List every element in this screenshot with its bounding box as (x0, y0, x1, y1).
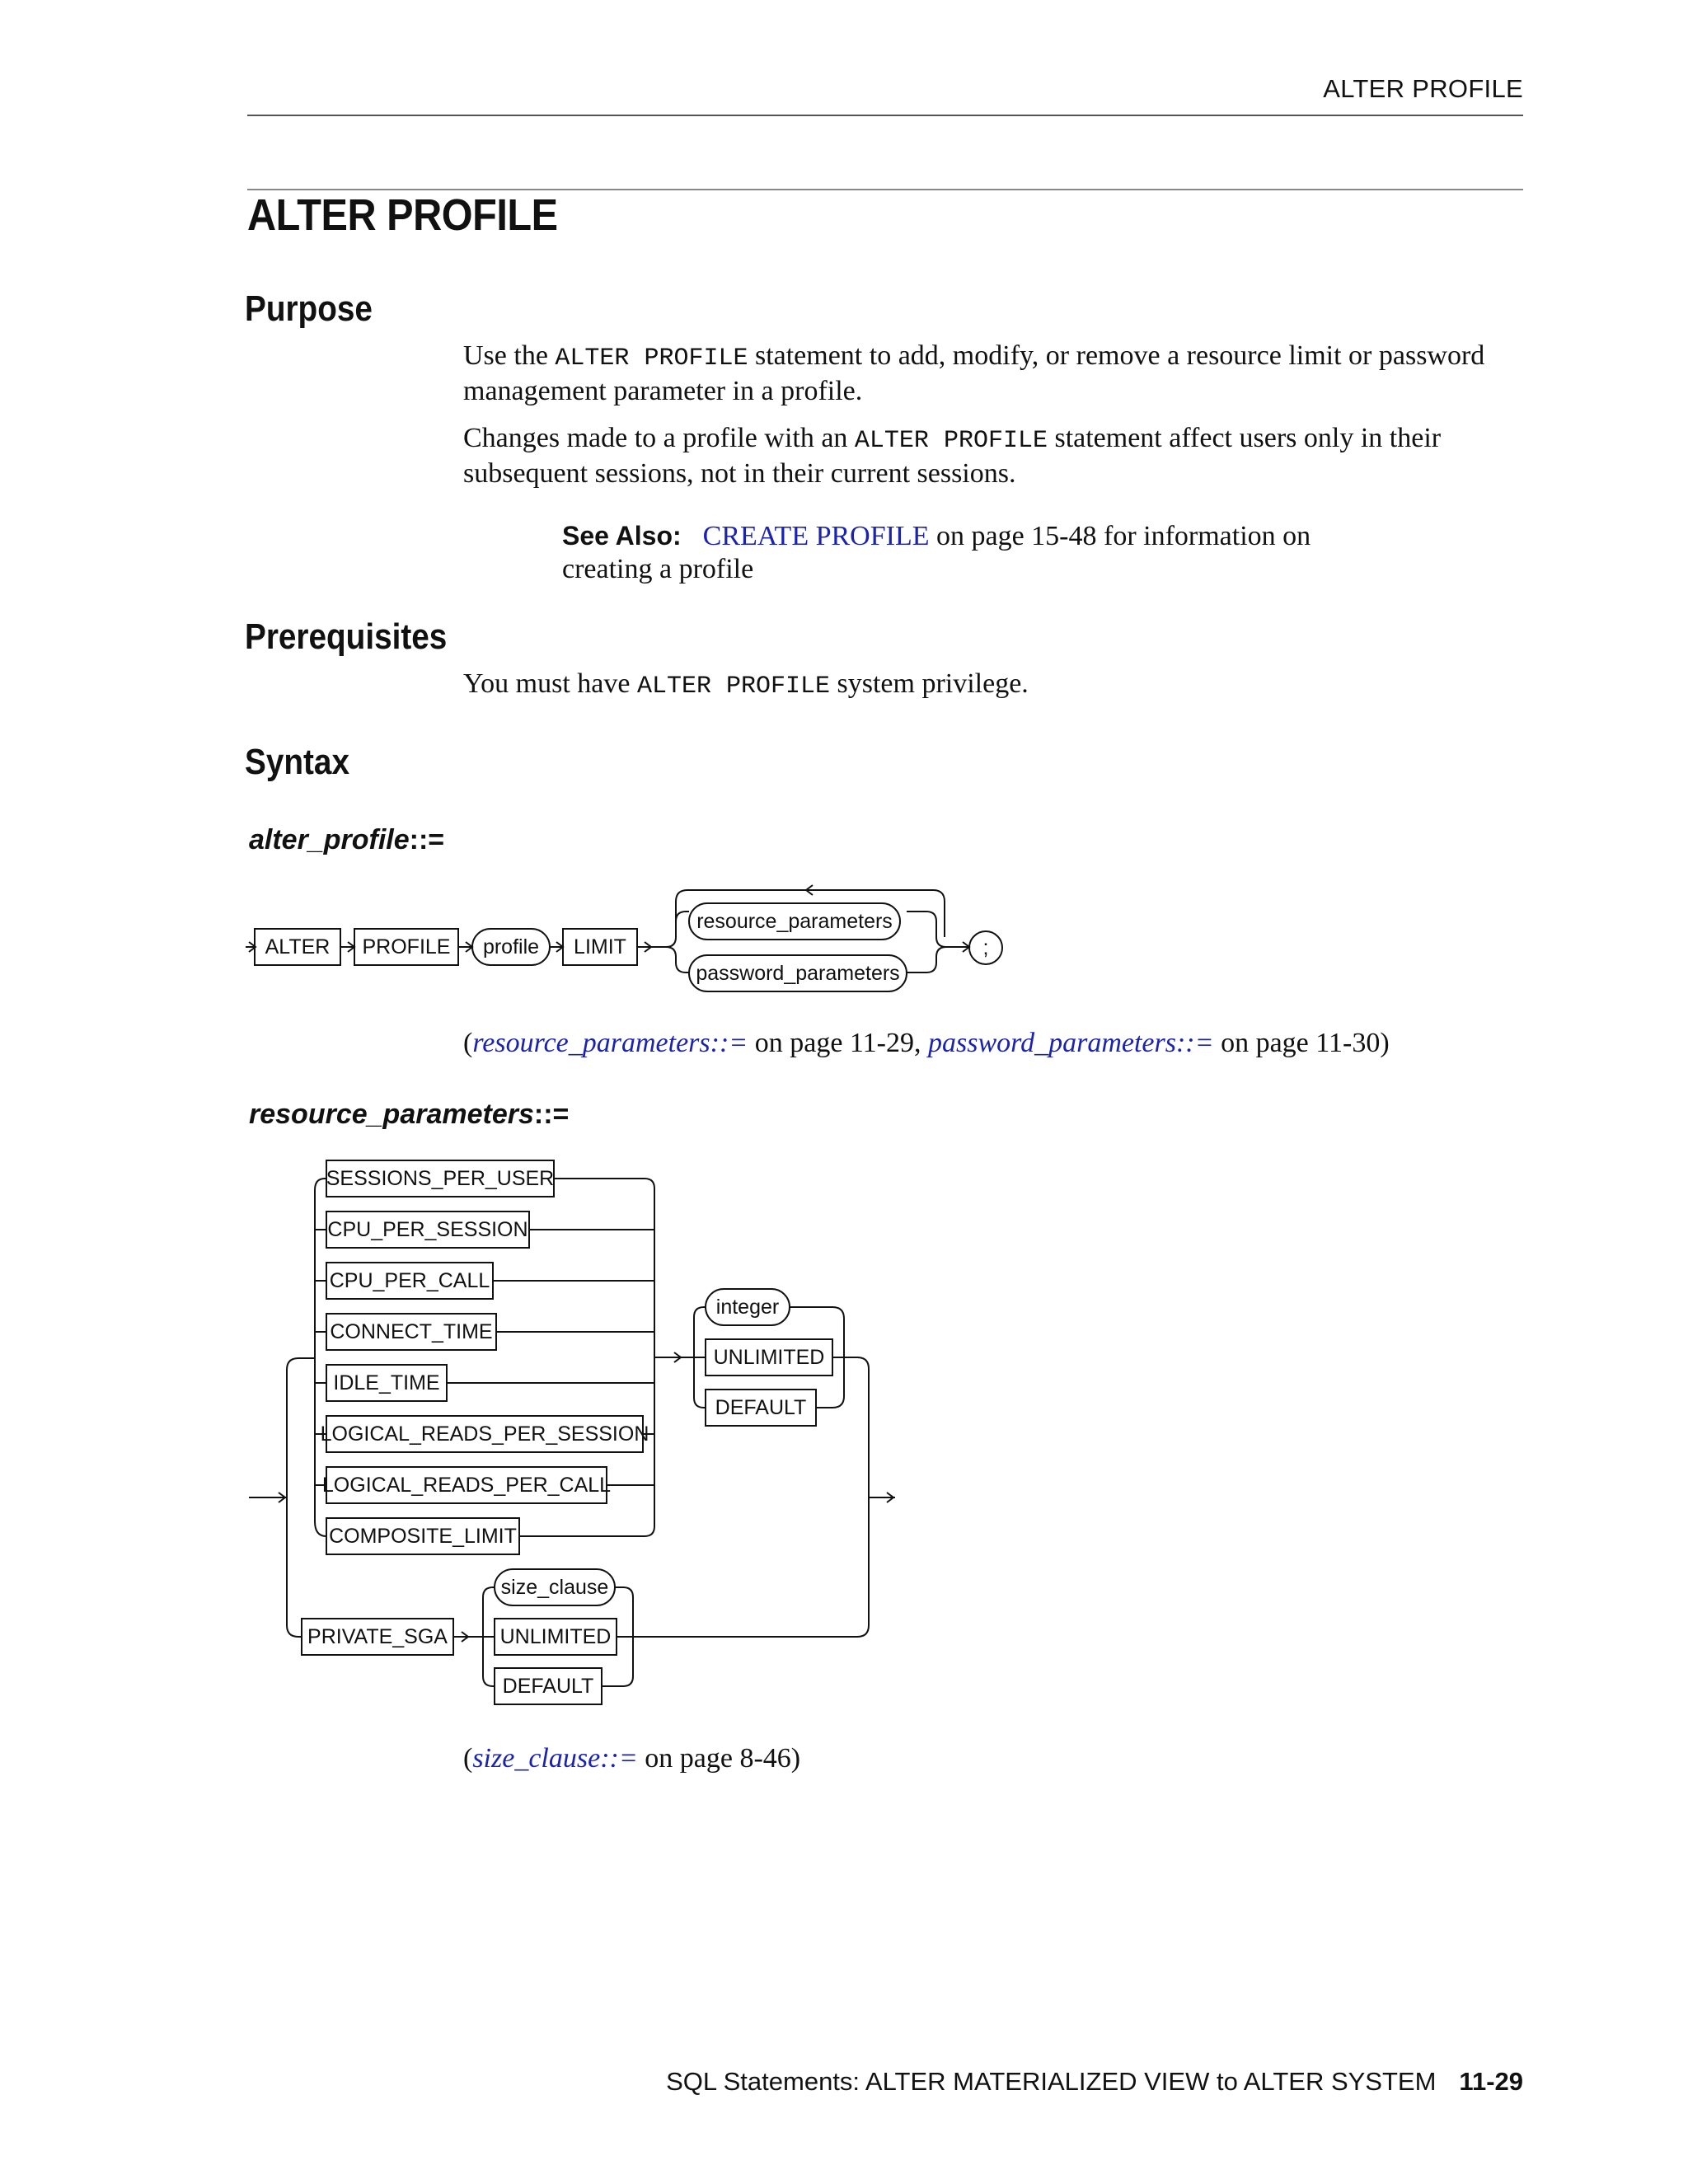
syntax-heading: Syntax (245, 742, 349, 782)
label-profile-keyword: PROFILE (362, 935, 451, 958)
label-sga-unlimited: UNLIMITED (499, 1625, 612, 1648)
label-resource-parameters: resource_parameters (696, 910, 893, 933)
label-logical-reads-per-session: LOGICAL_READS_PER_SESSION (320, 1422, 649, 1446)
label-profile-variable: profile (482, 935, 540, 958)
label-sessions-per-user: SESSIONS_PER_USER (326, 1167, 555, 1190)
page-number: 11-29 (1459, 2067, 1523, 2096)
label-private-sga: PRIVATE_SGA (307, 1625, 448, 1648)
label-default: DEFAULT (715, 1396, 807, 1419)
label-size-clause: size_clause (500, 1576, 609, 1599)
page-footer (666, 2067, 1523, 2097)
code-text: ALTER PROFILE (636, 673, 831, 701)
resource-parameters-link[interactable]: resource_parameters::= (472, 1028, 748, 1058)
label-unlimited: UNLIMITED (713, 1346, 825, 1369)
size-clause-link[interactable]: size_clause::= (472, 1743, 638, 1774)
label-composite-limit: COMPOSITE_LIMIT (329, 1525, 517, 1548)
label-limit: LIMIT (574, 935, 626, 958)
see-also-note: See Also: CREATE PROFILE on page 15-48 for information on creating a profile (562, 521, 1311, 584)
resource-parameters-production-label: resource_parameters::= (249, 1099, 570, 1130)
label-idle-time: IDLE_TIME (333, 1371, 440, 1394)
label-cpu-per-call: CPU_PER_CALL (329, 1269, 490, 1292)
create-profile-link[interactable]: CREATE PROFILE (702, 521, 930, 551)
label-integer: integer (715, 1296, 780, 1319)
code-text: ALTER PROFILE (854, 427, 1048, 455)
alter-profile-xref: (resource_parameters::= on page 11-29, password_parameters::= on page 11-30) (463, 1028, 1390, 1058)
size-clause-xref: (size_clause::= on page 8-46) (463, 1743, 801, 1774)
purpose-paragraph-2: Changes made to a profile with an ALTER PROFILE statement affect users only in their subsequent sessions, not in their current sessions. (463, 423, 1442, 489)
alter-profile-production-label: alter_profile::= (249, 824, 445, 855)
label-cpu-per-session: CPU_PER_SESSION (327, 1218, 528, 1241)
label-password-parameters: password_parameters (696, 962, 900, 985)
label-semicolon: ; (982, 936, 989, 959)
running-head: ALTER PROFILE (1323, 74, 1523, 103)
code-text: ALTER PROFILE (555, 344, 748, 373)
prerequisites-heading: Prerequisites (245, 616, 448, 657)
label-alter: ALTER (265, 935, 331, 958)
purpose-paragraph-1: Use the ALTER PROFILE statement to add, modify, or remove a resource limit or password management parameter in a profile. (463, 340, 1485, 406)
label-sga-default: DEFAULT (502, 1675, 594, 1698)
page-title: ALTER PROFILE (247, 190, 558, 240)
footer-title: SQL Statements: ALTER MATERIALIZED VIEW to ALTER SYSTEM (666, 2067, 1437, 2096)
purpose-heading: Purpose (245, 288, 373, 329)
see-also-label: See Also: (562, 521, 682, 551)
label-logical-reads-per-call: LOGICAL_READS_PER_CALL (321, 1474, 612, 1497)
prerequisites-paragraph: You must have ALTER PROFILE system privilege. (463, 668, 1029, 701)
password-parameters-link[interactable]: password_parameters::= (928, 1028, 1214, 1058)
label-connect-time: CONNECT_TIME (330, 1320, 493, 1343)
